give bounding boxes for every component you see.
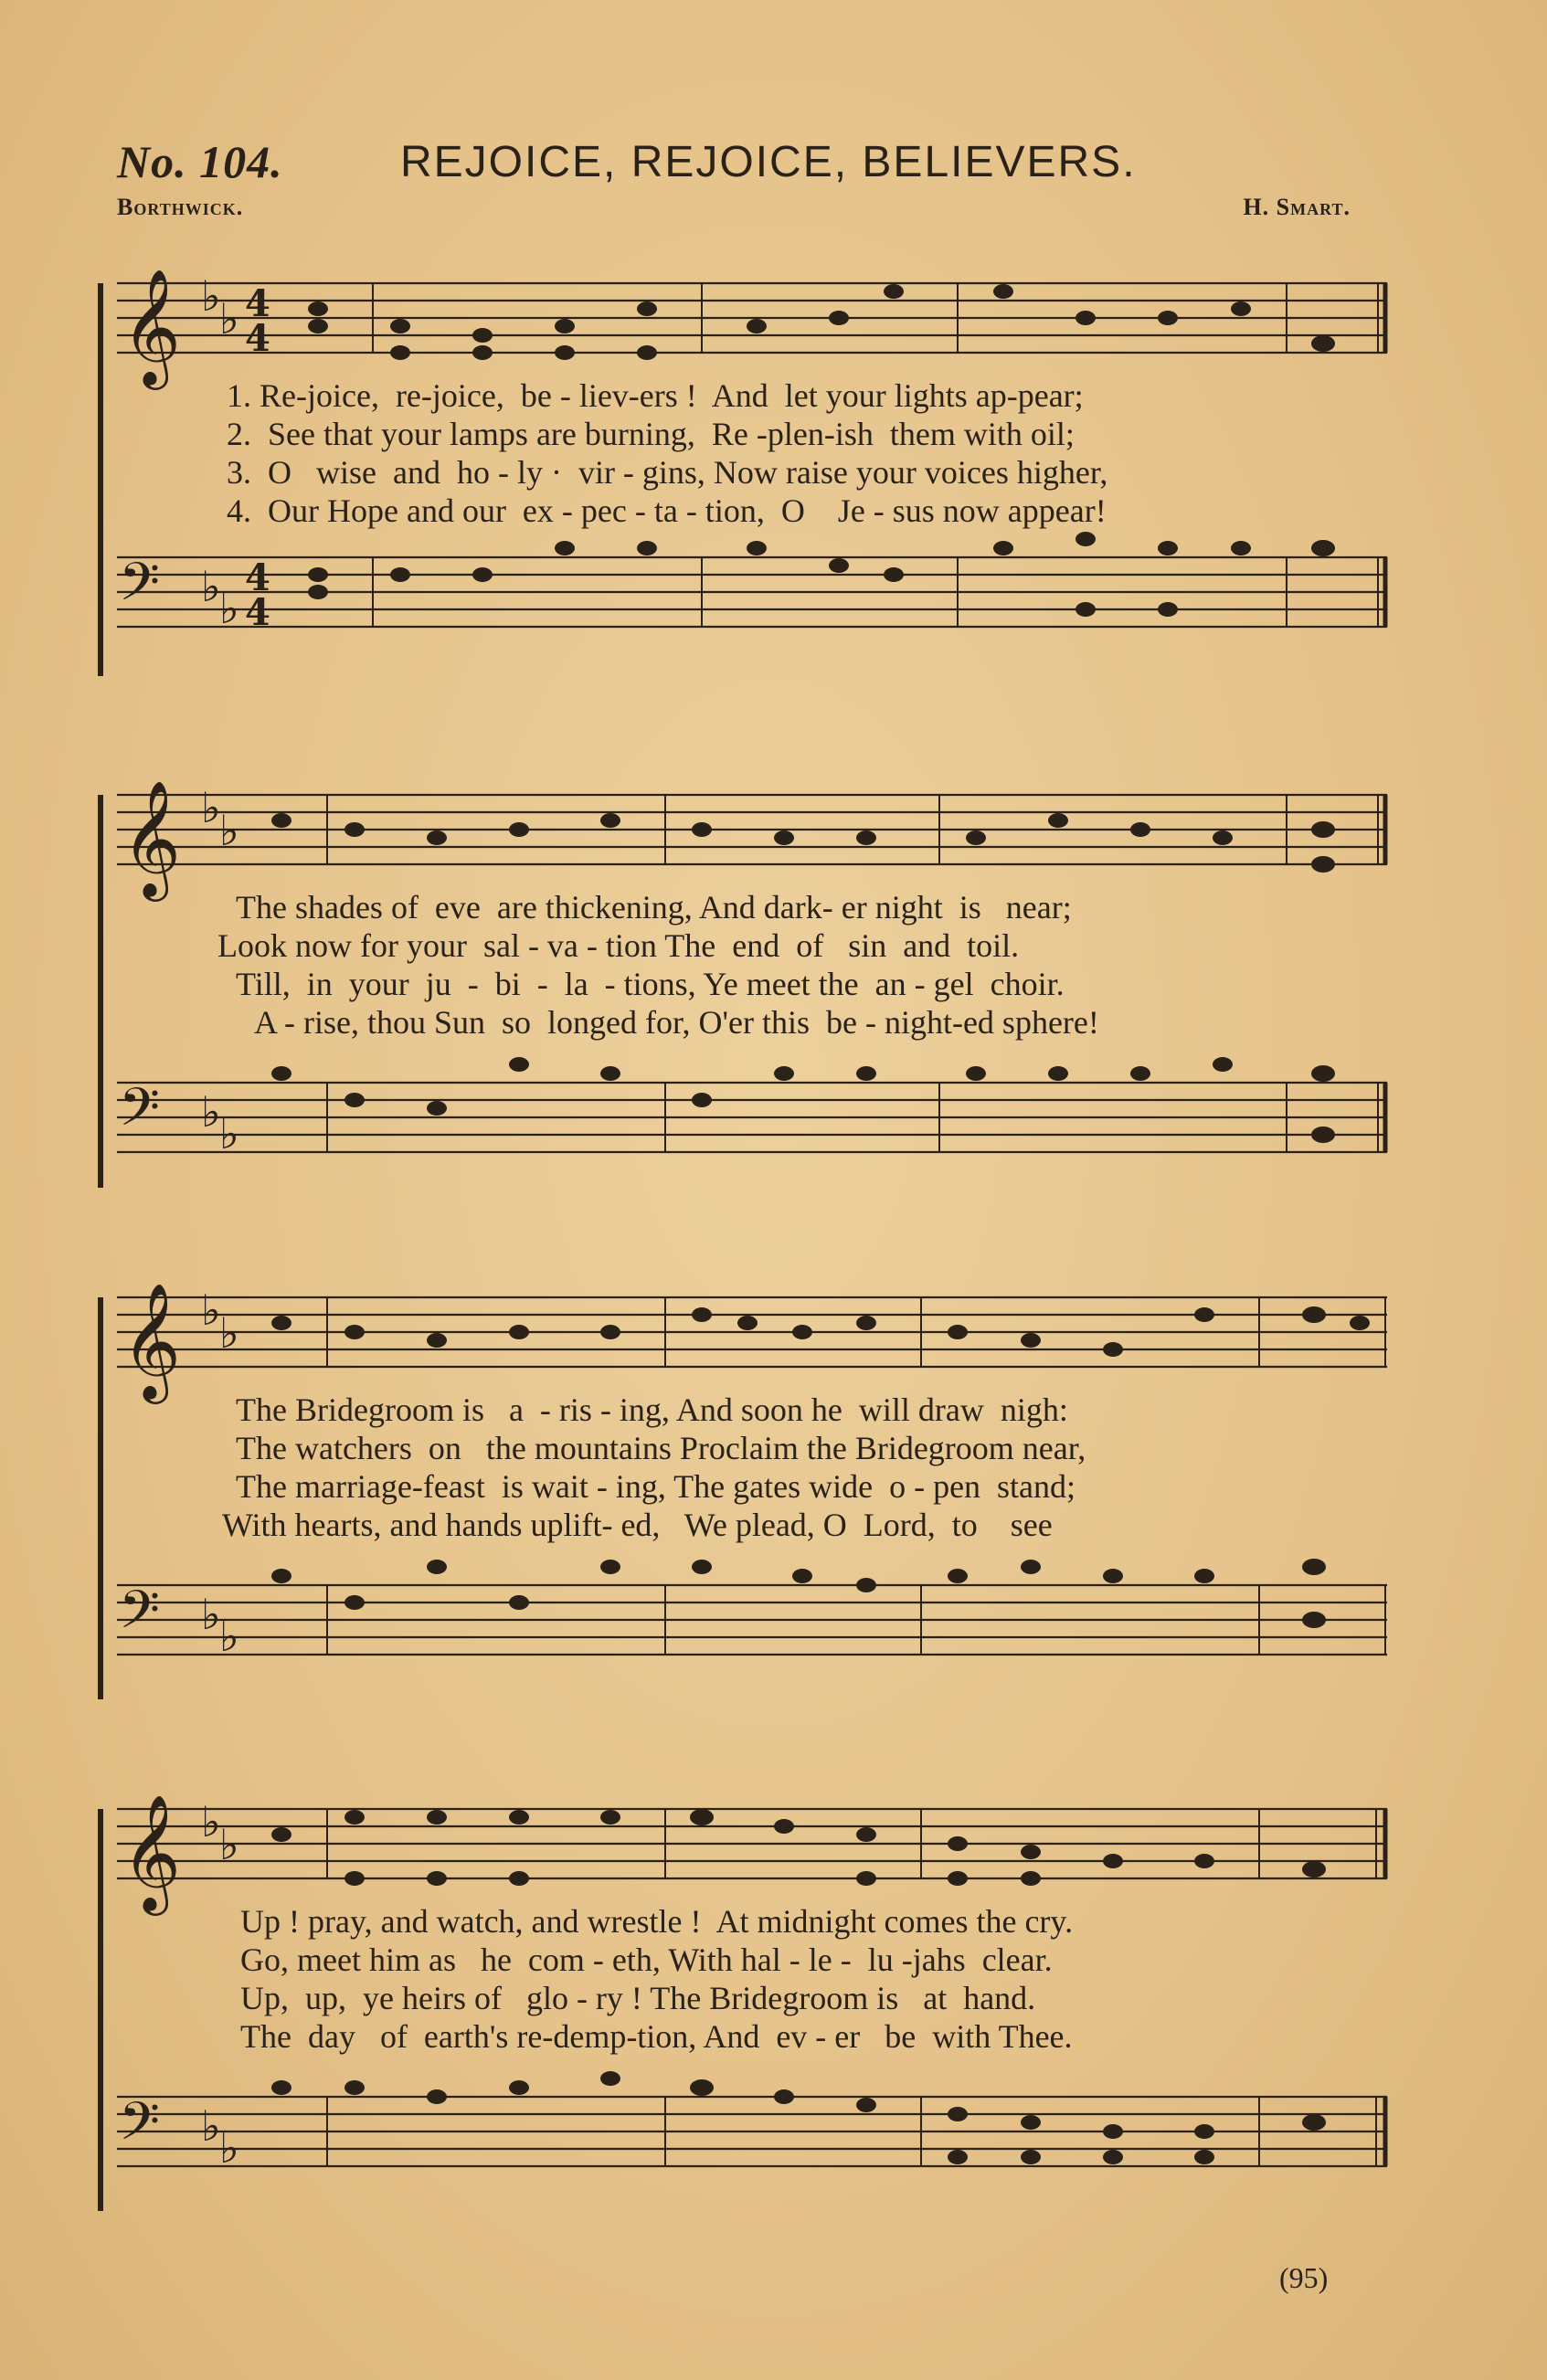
svg-text:𝄢: 𝄢 — [119, 2090, 161, 2165]
svg-text:𝄞: 𝄞 — [122, 1282, 182, 1399]
hymn-title: REJOICE, REJOICE, BELIEVERS. — [400, 138, 1137, 186]
music-system-3 — [99, 1261, 1396, 1699]
svg-text:♭: ♭ — [219, 1109, 239, 1158]
svg-text:4: 4 — [245, 317, 270, 360]
composer-credit: H. Smart. — [1243, 194, 1351, 220]
lyric-line-verse-3: Up, up, ye heirs of glo - ry ! The Bridegroom is at hand. — [240, 1980, 1036, 2016]
lyric-line-verse-3: 3. O wise and ho - ly · vir - gins, Now raise your voices higher, — [227, 454, 1108, 491]
music-system-4 — [99, 1772, 1396, 2211]
hymn-header — [117, 135, 1433, 190]
lyric-line-verse-2: The watchers on the mountains Proclaim the Bridegroom near, — [236, 1430, 1086, 1466]
svg-text:4: 4 — [245, 556, 270, 599]
music-system-2 — [99, 758, 1396, 1197]
lyric-line-verse-4: The day of earth's re-demp-tion, And ev - er be with Thee. — [240, 2018, 1073, 2055]
svg-text:♭: ♭ — [219, 806, 239, 855]
svg-text:♭: ♭ — [201, 271, 221, 321]
svg-text:𝄞: 𝄞 — [122, 1793, 182, 1910]
lyric-line-verse-2: 2. See that your lamps are burning, Re -plen-ish them with oil; — [227, 416, 1075, 452]
svg-text:♭: ♭ — [201, 1797, 221, 1846]
lyric-line-verse-1: The Bridegroom is a - ris - ing, And soon he will draw nigh: — [236, 1391, 1068, 1428]
music-system-1 — [99, 247, 1396, 685]
svg-text:♭: ♭ — [219, 294, 239, 344]
svg-text:♭: ♭ — [219, 2123, 239, 2173]
svg-text:4: 4 — [245, 282, 270, 325]
svg-text:𝄞: 𝄞 — [122, 268, 182, 385]
svg-text:♭: ♭ — [201, 1590, 221, 1639]
bass-staff — [99, 2079, 1396, 2216]
page-number: (95) — [1279, 2261, 1329, 2294]
lyric-line-verse-2: Look now for your sal - va - tion The end of sin and toil. — [217, 927, 1020, 964]
svg-text:♭: ♭ — [201, 2101, 221, 2151]
lyric-line-verse-4: With hearts, and hands uplift- ed, We plead, O Lord, to see — [222, 1507, 1053, 1543]
bass-staff — [99, 1567, 1396, 1704]
svg-text:♭: ♭ — [219, 1308, 239, 1358]
lyric-line-verse-1: Up ! pray, and watch, and wrestle ! At midnight comes the cry. — [240, 1903, 1074, 1940]
svg-text:♭: ♭ — [201, 1087, 221, 1137]
lyric-line-verse-3: The marriage-feast is wait - ing, The gates wide o - pen stand; — [236, 1468, 1076, 1505]
lyric-line-verse-1: The shades of eve are thickening, And dark- er night is near; — [236, 889, 1072, 926]
svg-text:♭: ♭ — [201, 783, 221, 832]
svg-text:♭: ♭ — [201, 1285, 221, 1335]
svg-text:𝄞: 𝄞 — [122, 779, 182, 896]
lyricist-credit: Borthwick. — [117, 194, 244, 220]
hymn-number: No. 104. — [117, 136, 283, 187]
svg-text:♭: ♭ — [219, 1820, 239, 1869]
lyric-line-verse-4: 4. Our Hope and our ex - pec - ta - tion, O Je - sus now appear! — [227, 492, 1107, 529]
svg-text:♭: ♭ — [219, 584, 239, 633]
svg-text:𝄢: 𝄢 — [119, 1579, 161, 1654]
svg-text:𝄢: 𝄢 — [119, 1076, 161, 1151]
lyric-line-verse-3: Till, in your ju - bi - la - tions, Ye meet the an - gel choir. — [236, 966, 1065, 1002]
svg-text:♭: ♭ — [201, 562, 221, 611]
svg-text:4: 4 — [245, 591, 270, 634]
bass-staff — [99, 1064, 1396, 1201]
lyric-line-verse-2: Go, meet him as he com - eth, With hal - le - lu -jahs clear. — [240, 1941, 1053, 1978]
bass-staff — [99, 539, 1396, 676]
lyric-line-verse-1: 1. Re-joice, re-joice, be - liev-ers ! And let your lights ap-pear; — [227, 377, 1084, 414]
lyric-line-verse-4: A - rise, thou Sun so longed for, O'er this be - night-ed sphere! — [254, 1004, 1099, 1041]
svg-text:♭: ♭ — [219, 1612, 239, 1661]
svg-text:𝄢: 𝄢 — [119, 551, 161, 626]
